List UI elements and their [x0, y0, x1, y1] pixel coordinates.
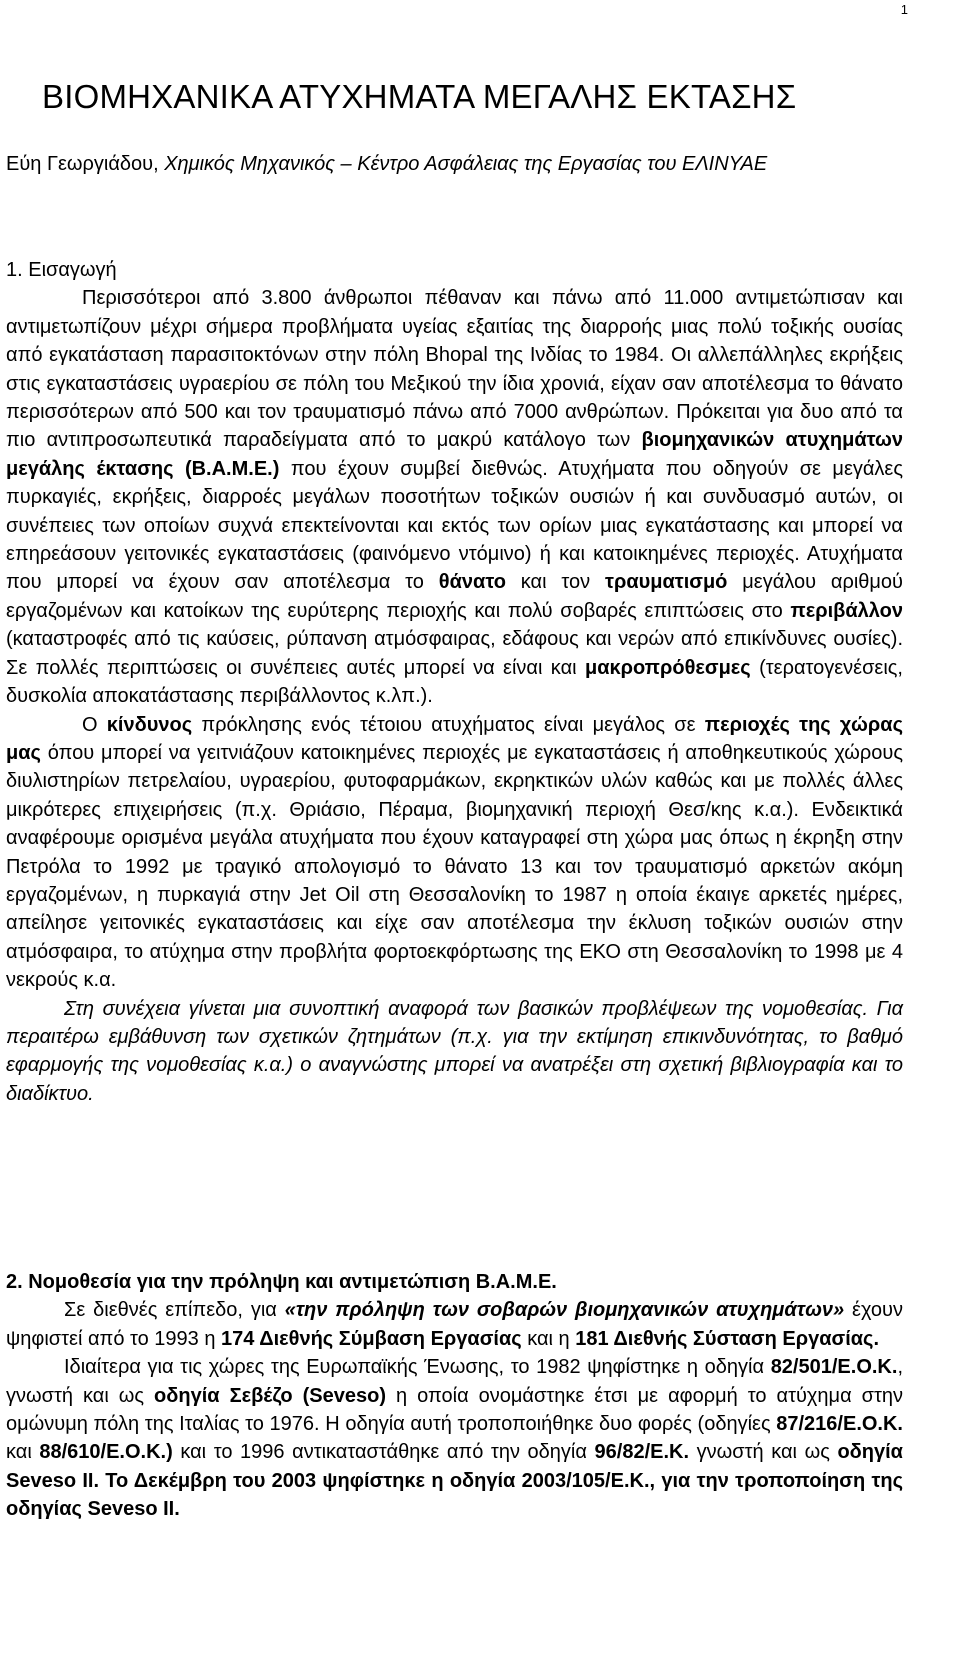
- bold-italic-text: «την πρόληψη των σοβαρών βιομηχανικών ατυχημάτων»: [284, 1299, 845, 1322]
- author-name: Εύη Γεωργιάδου,: [6, 153, 165, 175]
- paragraph-text: και τον: [505, 571, 606, 594]
- paragraph-text: πρόκλησης ενός τέτοιου ατυχήματος είναι μεγάλος σε: [192, 713, 705, 736]
- italic-text: Στη συνέχεια γίνεται μια συνοπτική αναφορά των βασικών προβλέψεων της νομοθεσίας. Για περαιτέρω εμβάθυνση των σχετικών ζητημάτων (π.χ. για την εκτίμηση επικινδυνότητας, το βαθμό εφαρμογής της νομοθεσίας κ.α.) ο αναγνώστης μπορεί να ανατρέξει στη σχετική βιβλιογραφία και το διαδίκτυο.: [6, 997, 903, 1105]
- section-heading-legislation: 2. Νομοθεσία για την πρόληψη και αντιμετώπιση Β.Α.Μ.Ε.: [6, 1271, 557, 1293]
- bold-text: βιομηχανικών ατυχημάτων μεγάλης έκτασης (Β.Α.Μ.Ε.): [6, 429, 903, 480]
- paragraph-text: (τερατογενέσεις, δυσκολία αποκατάστασης περιβάλλοντος κ.λπ.).: [6, 656, 903, 708]
- bold-text: τραυματισμό: [605, 571, 728, 594]
- paragraph-text: Ο: [82, 713, 107, 736]
- paragraph-text: η οποία ονομάστηκε έτσι με αφορμή το ατύχημα στην ομώνυμη πόλη της Ιταλίας το 1976. Η οδηγία αυτή τροποποιήθηκε δυο φορές (οδηγίες: [6, 1384, 904, 1436]
- paragraph-text: γνωστή και ως: [689, 1441, 838, 1464]
- bold-text: οδηγία Σεβέζο (Seveso): [154, 1384, 387, 1407]
- paragraph-text: Σε διεθνές επίπεδο, για: [64, 1299, 285, 1322]
- paragraph-text: Περισσότεροι από 3.800 άνθρωποι πέθαναν και πάνω από 11.000 αντιμετώπισαν και αντιμετωπίζουν μέχρι σήμερα προβλήματα υγείας εξαιτίας της διαρροής μιας πολύ τοξικής ουσίας από εγκατάσταση παρασιτοκτόνων στην πόλη Bhopal της Ινδίας το 1984. Οι αλλεπάλληλες εκρήξεις στις εγκαταστάσεις υγραερίου σε πόλη του Μεξικού την ίδια χρονιά, είχαν σαν αποτέλεσμα το θάνατο περισσότερων από 500 και τον τραυματισμό πάνω από 7000 ανθρώπων. Πρόκειται για δυο από τα πιο αντιπροσωπευτικά παραδείγματα από το μακρύ κατάλογο των: [6, 287, 903, 452]
- bold-text: 88/610/Ε.Ο.Κ.): [39, 1441, 173, 1464]
- paragraph: [6, 711, 903, 995]
- bold-text: περιβάλλον: [790, 599, 903, 622]
- author-line: [6, 150, 903, 178]
- document-title: ΒΙΟΜΗΧΑΝΙΚΑ ΑΤΥΧΗΜΑΤΑ ΜΕΓΑΛΗΣ ΕΚΤΑΣΗΣ: [42, 78, 797, 115]
- paragraph: [6, 284, 903, 710]
- paragraph: [6, 1353, 903, 1523]
- paragraph-text: , γνωστή και ως: [6, 1356, 903, 1407]
- section-introduction: [6, 256, 903, 1108]
- author-affiliation: Χημικός Μηχανικός – Κέντρο Ασφάλειας της Εργασίας του ΕΛΙΝΥΑΕ: [164, 153, 768, 175]
- bold-text: περιοχές της χώρας μας: [6, 713, 903, 764]
- section-legislation: [6, 1268, 903, 1524]
- paragraph-text: Ιδιαίτερα για τις χώρες της Ευρωπαϊκής Ένωσης, το 1982 ψηφίστηκε η οδηγία: [64, 1356, 771, 1379]
- paragraph-text: (καταστροφές από τις καύσεις, ρύπανση ατμόσφαιρας, εδάφους και νερών από επικίνδυνες ουσίες). Σε πολλές περιπτώσεις οι συνέπειες αυτές μπορεί να είναι και: [6, 628, 903, 679]
- paragraph-text: που έχουν συμβεί διεθνώς. Ατυχήματα που οδηγούν σε μεγάλες πυρκαγιές, εκρήξεις, διαρροές μεγάλων ποσοτήτων τοξικών ουσιών ή και συνδυασμό αυτών, οι συνέπειες των οποίων συχνά επεκτείνονται και εκτός των ορίων μιας εγκατάστασης και μπορεί να επηρεάσουν γειτονικές εγκαταστάσεις (φαινόμενο ντόμινο) ή και κατοικημένες περιοχές. Ατυχήματα που μπορεί να έχουν σαν αποτέλεσμα το: [6, 457, 903, 594]
- paragraph-text: και: [6, 1441, 40, 1464]
- bold-text: κίνδυνος: [106, 713, 193, 736]
- bold-text: οδηγία Seveso II. Το Δεκέμβρη του 2003 ψηφίστηκε η οδηγία 2003/105/Ε.Κ., για την τροποποίηση της οδηγίας Seveso II.: [6, 1441, 903, 1521]
- bold-text: 87/216/Ε.Ο.Κ.: [776, 1413, 903, 1436]
- bold-text: 96/82/Ε.Κ.: [594, 1441, 690, 1464]
- paragraph-text: και η: [521, 1327, 576, 1350]
- paragraph-text: έχουν ψηφιστεί από το 1993 η: [6, 1299, 903, 1350]
- section-heading-introduction: 1. Εισαγωγή: [6, 259, 117, 281]
- paragraph-text: όπου μπορεί να γειτνιάζουν κατοικημένες περιοχές με εγκαταστάσεις ή αποθηκευτικούς χώρους διυλιστηρίων πετρελαίου, υγραερίου, φυτοφαρμάκων, εκρηκτικών υλών καθώς και με πολλές άλλες μικρότερες επιχειρήσεις (π.χ. Θριάσιο, Πέραμα, βιομηχανική περιοχή Θεσ/κης κ.α.). Ενδεικτικά αναφέρουμε ορισμένα μεγάλα ατυχήματα που έχουν καταγραφεί στη χώρα μας όπως η έκρηξη στην Πετρόλα το 1992 με τραγικό απολογισμό το θάνατο 13 και τον τραυματισμό αρκετών ακόμη εργαζομένων, η πυρκαγιά στην Jet Oil στη Θεσσαλονίκη το 1987 η οποία έκαιγε αρκετές ημέρες, απείλησε γειτονικές εγκαταστάσεις και είχε σαν αποτέλεσμα την έκλυση τοξικών ουσιών στην ατμόσφαιρα, το ατύχημα στην προβλήτα φορτοεκφόρτωσης της ΕΚΟ στη Θεσσαλονίκη το 1998 με 4 νεκρούς κ.α.: [6, 741, 903, 992]
- bold-text: μακροπρόθεσμες: [584, 656, 751, 679]
- bold-text: θάνατο: [438, 571, 506, 594]
- page-number: 1: [900, 2, 908, 17]
- paragraph: [6, 995, 903, 1109]
- paragraph: [6, 1296, 903, 1353]
- bold-text: 181 Διεθνής Σύσταση Εργασίας.: [575, 1327, 879, 1350]
- paragraph-text: μεγάλου αριθμού εργαζομένων και κατοίκων της ευρύτερης περιοχής και πολύ σοβαρές επιπτώσεις στο: [6, 571, 903, 622]
- paragraph-text: και το 1996 αντικαταστάθηκε από την οδηγία: [172, 1441, 595, 1464]
- bold-text: 174 Διεθνής Σύμβαση Εργασίας: [221, 1327, 522, 1350]
- bold-text: 82/501/Ε.Ο.Κ.: [770, 1356, 898, 1379]
